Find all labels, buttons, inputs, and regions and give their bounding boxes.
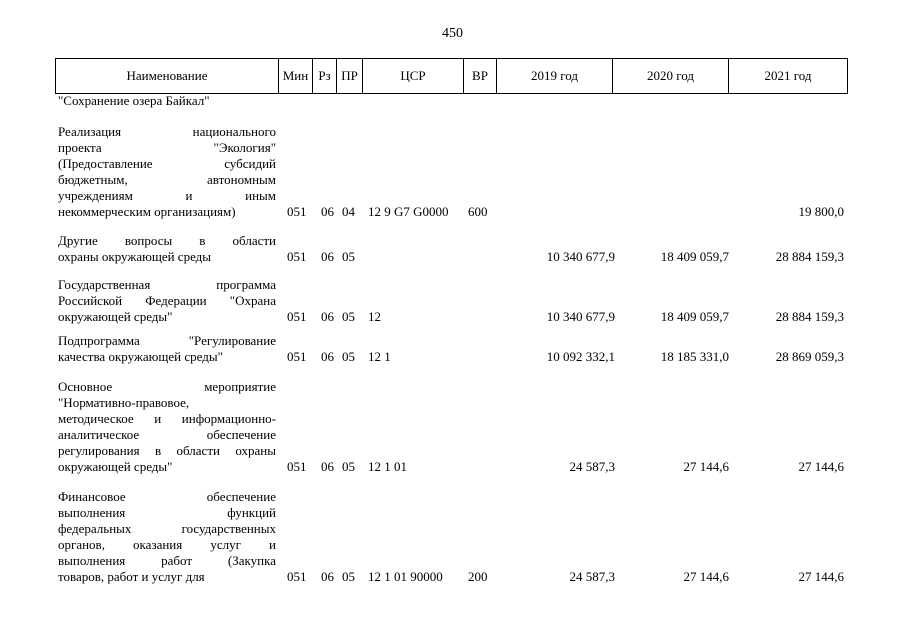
table-row: [55, 93, 850, 109]
row-name-line: товаров, работ и услуг для: [58, 569, 205, 584]
table-header: [55, 58, 848, 94]
row-year-2019: 24 587,3: [569, 459, 615, 474]
row-name-line: Подпрограмма "Регулирование: [58, 333, 276, 348]
header-2020: 2020 год: [613, 59, 729, 94]
row-year-2021: 27 144,6: [798, 569, 844, 584]
row-name-line: проекта "Экология": [58, 140, 276, 155]
table-row: [55, 489, 850, 585]
table-row: [55, 379, 850, 475]
row-name: [58, 379, 276, 475]
row-year-2019: 10 340 677,9: [546, 249, 615, 264]
header-2019: 2019 год: [497, 59, 613, 94]
row-csr: 12 1: [368, 349, 391, 364]
row-year-2020: 18 409 059,7: [660, 309, 729, 324]
row-rz: 06: [321, 249, 334, 264]
row-year-2019: 24 587,3: [569, 569, 615, 584]
row-pr: 04: [342, 204, 355, 219]
header-csr: ЦСР: [363, 59, 464, 94]
row-name-line: Другие вопросы в области: [58, 233, 276, 248]
row-rz: 06: [321, 204, 334, 219]
row-name-line: выполнения функций: [58, 505, 276, 520]
row-name-line: органов, оказания услуг и: [58, 537, 276, 552]
row-name-line: Финансовое обеспечение: [58, 489, 276, 504]
row-min: 051: [287, 309, 307, 324]
row-name-line: Государственная программа: [58, 277, 276, 292]
row-name: [58, 489, 276, 585]
row-name-line: (Предоставление субсидий: [58, 156, 276, 171]
row-name-line: методическое и информационно-: [58, 411, 276, 426]
row-pr: 05: [342, 349, 355, 364]
row-name-line: регулирования в области охраны: [58, 443, 276, 458]
row-pr: 05: [342, 309, 355, 324]
row-rz: 06: [321, 569, 334, 584]
row-year-2020: 18 409 059,7: [660, 249, 729, 264]
row-csr: 12 1 01: [368, 459, 407, 474]
row-year-2020: 27 144,6: [683, 569, 729, 584]
row-name: [58, 277, 276, 325]
row-rz: 06: [321, 349, 334, 364]
header-vr: ВР: [464, 59, 497, 94]
row-year-2021: 19 800,0: [798, 204, 844, 219]
row-name-line: Российской Федерации "Охрана: [58, 293, 276, 308]
header-name: Наименование: [56, 59, 279, 94]
table-row: [55, 277, 850, 325]
row-name-line: Основное мероприятие: [58, 379, 276, 394]
row-vr: 600: [468, 204, 488, 219]
table-row: [55, 233, 850, 265]
row-min: 051: [287, 459, 307, 474]
row-csr: 12 9 G7 G0000: [368, 204, 449, 219]
row-min: 051: [287, 569, 307, 584]
row-name: [58, 333, 276, 365]
row-year-2019: 10 092 332,1: [546, 349, 615, 364]
row-csr: 12 1 01 90000: [368, 569, 443, 584]
row-year-2020: 27 144,6: [683, 459, 729, 474]
row-name-line: охраны окружающей среды: [58, 249, 212, 264]
row-name: [58, 93, 276, 109]
header-min: Мин: [279, 59, 313, 94]
row-name-line: окружающей среды": [58, 309, 173, 324]
row-min: 051: [287, 204, 307, 219]
header-2021: 2021 год: [729, 59, 848, 94]
row-rz: 06: [321, 309, 334, 324]
row-name: [58, 124, 276, 220]
row-name-line: окружающей среды": [58, 459, 173, 474]
row-year-2021: 27 144,6: [798, 459, 844, 474]
page-number: 450: [442, 26, 463, 41]
row-year-2020: 18 185 331,0: [660, 349, 729, 364]
row-rz: 06: [321, 459, 334, 474]
row-name: [58, 233, 276, 265]
row-pr: 05: [342, 459, 355, 474]
row-name-line: "Нормативно-правовое,: [58, 395, 190, 410]
header-pr: ПР: [337, 59, 363, 94]
row-name-line: выполнения работ (Закупка: [58, 553, 276, 568]
table-row: [55, 333, 850, 365]
row-pr: 05: [342, 249, 355, 264]
header-rz: Рз: [313, 59, 337, 94]
row-year-2021: 28 884 159,3: [775, 249, 844, 264]
row-name-line: Реализация национального: [58, 124, 276, 139]
row-name-line: качества окружающей среды": [58, 349, 223, 364]
row-name-line: бюджетным, автономным: [58, 172, 276, 187]
row-name-line: "Сохранение озера Байкал": [58, 93, 210, 108]
row-year-2019: 10 340 677,9: [546, 309, 615, 324]
row-min: 051: [287, 249, 307, 264]
row-min: 051: [287, 349, 307, 364]
row-year-2021: 28 869 059,3: [775, 349, 844, 364]
row-name-line: учреждениям и иным: [58, 188, 276, 203]
row-csr: 12: [368, 309, 381, 324]
row-name-line: некоммерческим организациям): [58, 204, 236, 219]
row-name-line: федеральных государственных: [58, 521, 276, 536]
row-name-line: аналитическое обеспечение: [58, 427, 276, 442]
row-year-2021: 28 884 159,3: [775, 309, 844, 324]
row-vr: 200: [468, 569, 488, 584]
table-row: [55, 124, 850, 220]
row-pr: 05: [342, 569, 355, 584]
